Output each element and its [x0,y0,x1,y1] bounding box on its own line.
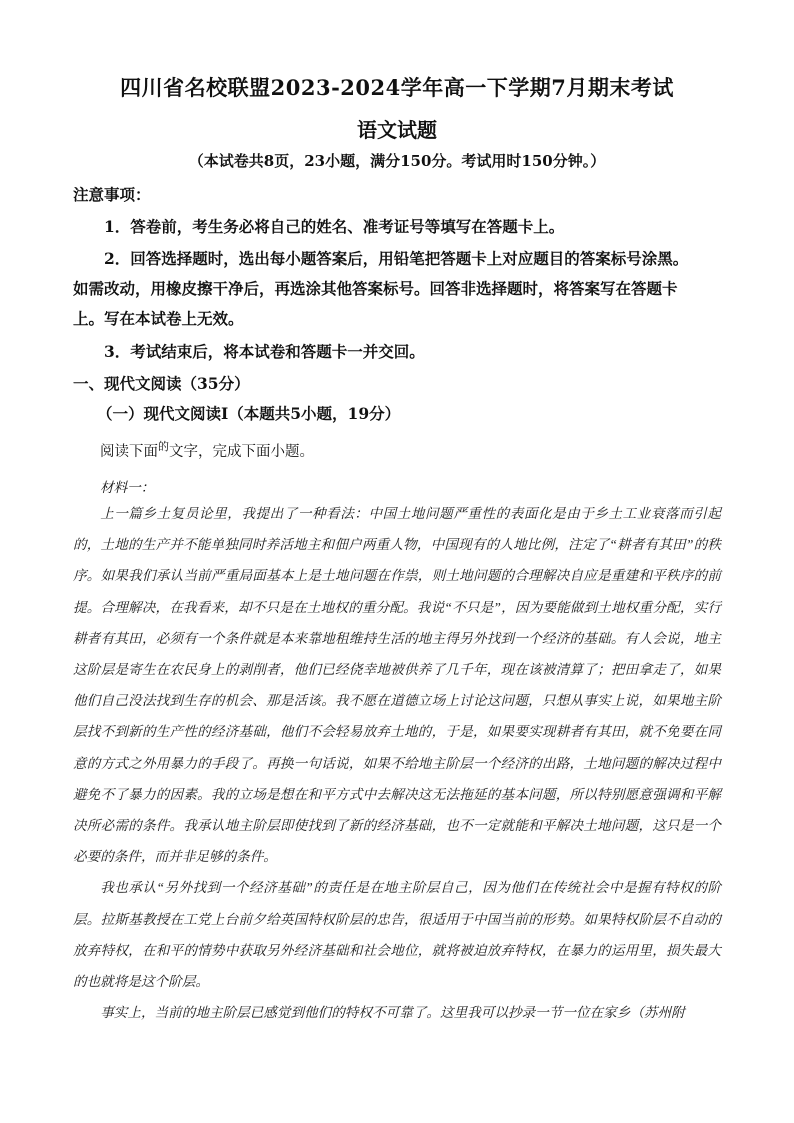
instruction-pre: 阅读下面 [100,443,158,460]
notice-item-2-line-3: 上。写在本试卷上无效。 [73,309,244,328]
instruction-post: 文字，完成下面小题。 [169,443,314,460]
material-label: 材料一： [100,480,155,495]
passage-paragraph-2: 我也承认“另外找到一个经济基础”的责任是在地主阶层自己，因为他们在传统社会中是握有特权的阶层。拉斯基教授在工党上台前夕给英国特权阶层的忠告，很适用于中国当前的形势。如果特权阶层不自动的放弃特权，在和平的情势中获取另外经济基础和社会地位，就将被迫放弃特权，在暴力的运用里，损失最大的也就将是这个阶层。 [73,880,721,990]
section-heading: 一、现代文阅读（35分） [73,374,250,393]
notice-item-1: 1．答卷前，考生务必将自己的姓名、准考证号等填写在答题卡上。 [104,217,565,236]
exam-info: （本试卷共8页，23小题，满分150分。考试用时150分钟。） [188,152,606,170]
exam-subtitle: 语文试题 [357,118,437,142]
exam-title: 四川省名校联盟2023-2024学年高一下学期7月期末考试 [120,75,674,100]
reading-instruction [100,438,314,461]
section-subheading: （一）现代文阅读Ⅰ（本题共5小题，19分） [97,404,401,423]
notice-item-2-line-2: 如需改动，用橡皮擦干净后，再选涂其他答案标号。回答非选择题时，将答案写在答题卡 [73,279,678,298]
passage-paragraph-3: 事实上，当前的地主阶层已感觉到他们的特权不可靠了。这里我可以抄录一节一位在家乡（苏州附 [100,1005,685,1021]
notice-item-3: 3．考试结束后，将本试卷和答题卡一并交回。 [104,342,425,361]
notice-item-2-line-1: 2．回答选择题时，选出每小题答案后，用铅笔把答题卡上对应题目的答案标号涂黑。 [104,249,689,268]
instruction-sup: 的 [158,440,169,453]
passage-paragraph-1: 上一篇乡土复员论里，我提出了一种看法：中国土地问题严重性的表面化是由于乡土工业衰落而引起的，土地的生产并不能单独同时养活地主和佃户两重人物，中国现有的人地比例，注定了“耕者有其田”的秩序。如果我们承认当前严重局面基本上是土地问题在作祟，则土地问题的合理解决自应是重建和平秩序的前提。合理解决，在我看来，却不只是在土地权的重分配。我说“不只是”，因为要能做到土地权重分配，实行耕者有其田，必须有一个条件就是本来靠地租维持生活的地主得另外找到一个经济的基础。有人会说，地主这阶层是寄生在农民身上的剥削者，他们已经侥幸地被供养了几千年，现在该被清算了；把田拿走了，如果他们自己没法找到生存的机会、那是活该。我不愿在道德立场上讨论这问题，只想从事实上说，如果地主阶层找不到新的生产性的经济基础，他们不会轻易放弃土地的，于是，如果要实现耕者有其田，就不免要在同意的方式之外用暴力的手段了。再换一句话说，如果不给地主阶层一个经济的出路，土地问题的解决过程中避免不了暴力的因素。我的立场是想在和平方式中去解决这无法拖延的基本问题，所以特别愿意强调和平解决所必需的条件。我承认地主阶层即使找到了新的经济基础，也不一定就能和平解决土地问题，这只是一个必要的条件，而并非足够的条件。 [73,506,721,865]
notice-heading: 注意事项： [73,185,151,204]
passage [73,498,721,1028]
